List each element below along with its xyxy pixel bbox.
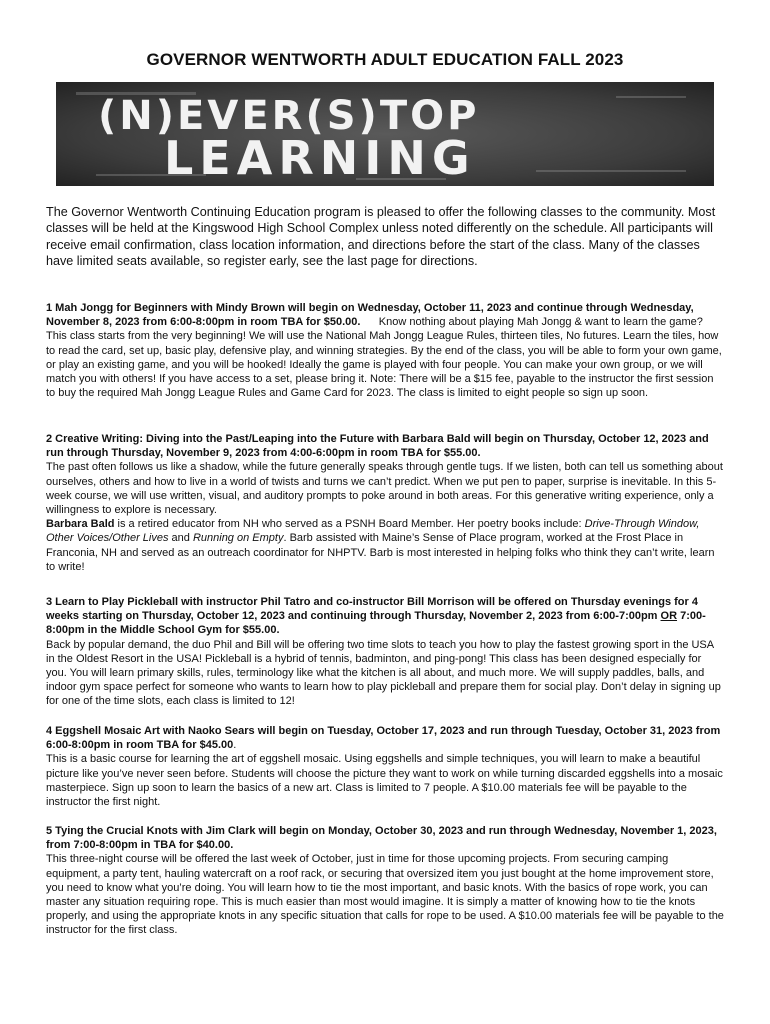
bio-text: is a retired educator from NH who served as a PSNH Board Member. Her poetry books include: (114, 518, 585, 531)
bio-text: . Barb assisted with Maine’s Sense of Place program, worked at the Frost Place in Franconia, NH and served as an outreach coordinator for NHPTV. Barb is most interested in helping folks who think they can’t write, learn to write! (46, 532, 715, 573)
course-pickleball (46, 595, 724, 709)
course-description: This three-night course will be offered the last week of October, just in time for those upcoming projects. From securing camping equipment, a party tent, hauling watercraft on a roof rack, or securing that oversized item you just bought at the home improvement store, you need to know what you’re doing. You will learn how to tie the most important, and basic knots. With the basics of rope work, you can master any situation requiring rope. This is much easier than most would imagine. It is simply a matter of knowing how to tie the knots properly, and using the appropriate knots in any specific situation that calls for rope to be used. A $10.00 materials fee will be payable to the instructor for the first class. (46, 853, 724, 937)
page-title: GOVERNOR WENTWORTH ADULT EDUCATION FALL 2023 (146, 50, 624, 69)
instructor-bio (46, 517, 724, 574)
banner-line-1: (N)EVER(S)TOP (98, 93, 480, 139)
course-description: The past often follows us like a shadow, while the future generally speaks through gentle tugs. If we listen, both can tell us something about ourselves, others and how to live in a world of twists and turns we can’t predict. When we put pen to paper, surprise is inevitable. In this 5-week course, we will use written, visual, and auditory prompts to poke around in both areas. For this generative writing experience, only a willingness to explore is necessary. (46, 461, 723, 517)
heading-or: OR (660, 610, 678, 623)
course-mah-jongg (46, 301, 724, 400)
course-heading: 1 Mah Jongg for Beginners with Mindy Brown will begin on Wednesday, October 11, 2023 and continue through Wednesday, November 8, 2023 from 6:00-8:00pm in room TBA for $50.00. (46, 302, 694, 329)
heading-part: 3 Learn to Play Pickleball with instructor Phil Tatro and co-instructor Bill Morrison will be offered on Thursday evenings for 4 weeks starting on Thursday, October 12, 2023 and continuing through Thursday, November 2, 2023 from 6:00-7:00pm (46, 596, 698, 623)
course-heading: 2 Creative Writing: Diving into the Past/Leaping into the Future with Barbara Bald will begin on Thursday, October 12, 2023 and run through Thursday, November 9, 2023 from 4:00-6:00pm in room TBA for $55.00. (46, 433, 709, 460)
heading-end: . (233, 739, 237, 752)
chalkboard-banner-image (56, 82, 714, 186)
course-description: This is a basic course for learning the art of eggshell mosaic. Using eggshells and simple techniques, you will learn to make a beautiful picture like you’ve never seen before. Students will choose the picture they want to work on while turning discarded eggshells into a mosaic masterpiece. Sign up soon to learn the basics of a new art. Class is limited to 7 people. A $10.00 materials fee will be payable to the instructor the first night. (46, 753, 723, 809)
book-titles: Drive-Through Window, Other Voices/Other Lives (46, 518, 700, 545)
course-heading: 5 Tying the Crucial Knots with Jim Clark will begin on Monday, October 30, 2023 and run through Wednesday, November 1, 2023, from 7:00-8:00pm in TBA for $40.00. (46, 825, 717, 852)
course-description: Know nothing about playing Mah Jongg & want to learn the game? This class starts from the very beginning! We will use the National Mah Jongg League Rules, thirteen tiles, No futures. Learn the tiles, how to read the card, set up, basic play, defensive play, and winning strategies. By the end of the class, you will be able to form your own game, or play an existing game, and you will be hooked! Ideally the game is played with four people. You can make your own group, or we will match you with others! If you have access to a set, please bring it. Note: There will be a $15 fee, payable to the instructor the first session to buy the required Mah Jongg League Rules and Game Card for 2023. The class is limited to eight people so sign up soon. (46, 316, 722, 400)
intro-paragraph: The Governor Wentworth Continuing Education program is pleased to offer the following classes to the community. Most classes will be held at the Kingswood High School Complex unless noted differently on the schedule. All participants will receive email confirmation, class location information, and directions before the start of the class. Many of the classes have limited seats available, so register early, see the last page for directions. (46, 205, 716, 269)
course-heading (46, 595, 724, 638)
bio-text: and (168, 532, 193, 545)
heading-part: 7:00-8:00pm in the Middle School Gym for $55.00. (46, 610, 706, 637)
course-crucial-knots (46, 824, 724, 938)
instructor-name: Barbara Bald (46, 518, 115, 531)
course-heading: 4 Eggshell Mosaic Art with Naoko Sears will begin on Tuesday, October 17, 2023 and run through Tuesday, October 31, 2023 from 6:00-8:00pm in room TBA for $45.00 (46, 725, 721, 752)
course-creative-writing (46, 432, 724, 574)
course-description: Back by popular demand, the duo Phil and Bill will be offering two time slots to teach you how to play the fastest growing sport in the USA in the Oldest Resort in the USA! Pickleball is a hybrid of tennis, badminton, and ping-pong! This class has been designed especially for you. You will learn primary skills, rules, terminology like what the kitchen is all about, and much more. We will supply paddles, balls, and indoor gym space perfect for someone who wants to learn how to play pickleball and prepare them for social play. Don’t delay in signing up for one of the time slots, each class is limited to 12! (46, 638, 721, 708)
book-title: Running on Empty (192, 532, 284, 545)
course-eggshell-mosaic (46, 724, 724, 809)
banner-line-2: LEARNING (164, 131, 476, 185)
